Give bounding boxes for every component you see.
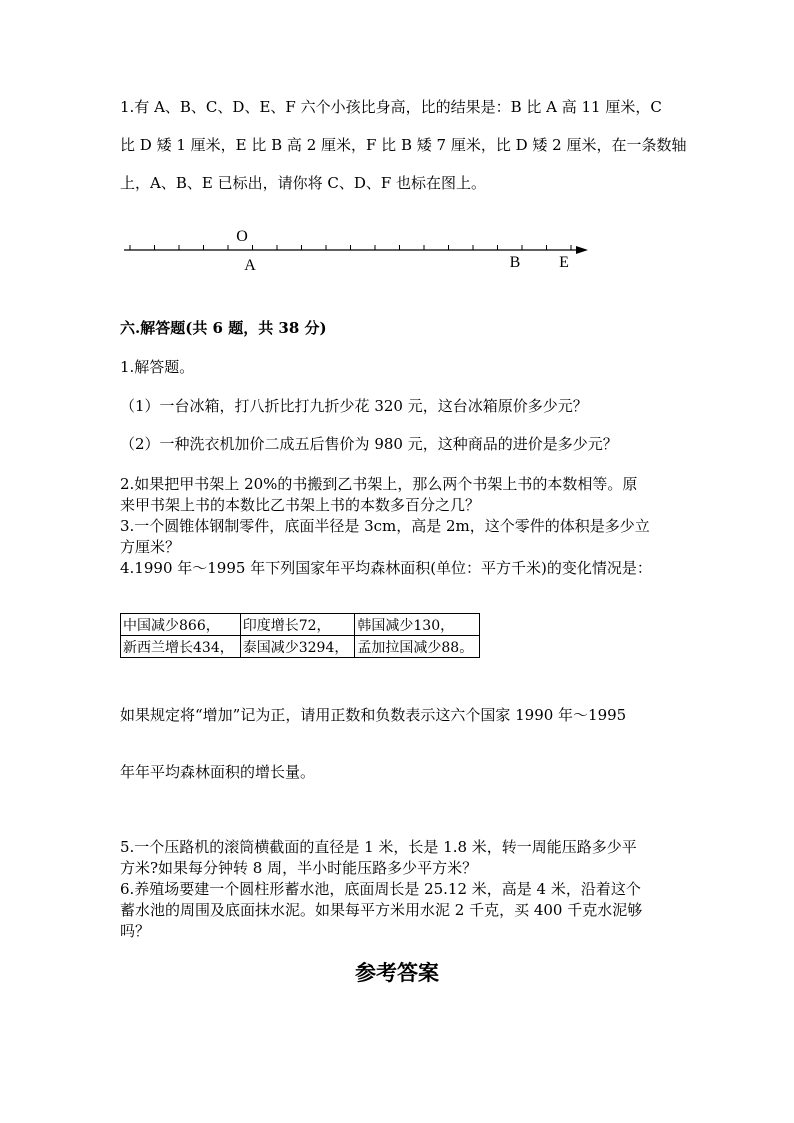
number-line-figure <box>118 222 598 274</box>
point-label-a: A <box>244 257 256 274</box>
question-text-line-3: 上，A、B、E 已标出，请你将 C、D、F 也标在图上。 <box>120 174 487 192</box>
q5-line2: 方米?如果每分钟转 8 周，半小时能压路多少平方米？ <box>120 859 478 877</box>
q6-line1: 6.养殖场要建一个圆柱形蓄水池，底面周长是 25.12 米，高是 4 米，沿着这个 <box>120 880 641 898</box>
table-cell: 孟加拉国减少88。 <box>355 636 480 658</box>
q5-line1: 5.一个压路机的滚筒横截面的直径是 1 米，长是 1.8 米，转一周能压路多少平 <box>120 838 637 856</box>
q2-line2: 来甲书架上书的本数比乙书架上书的本数多百分之几？ <box>120 496 481 514</box>
table-cell: 韩国减少130， <box>355 614 480 636</box>
number-line-ticks <box>130 245 571 250</box>
q4-line1: 4.1990 年～1995 年下列国家年平均森林面积(单位：平方千米)的变化情况是： <box>120 559 652 577</box>
table-row <box>121 614 480 636</box>
q6-line2: 蓄水池的周围及底面抹水泥。如果每平方米用水泥 2 千克，买 400 千克水泥够 <box>120 901 643 919</box>
q4-question-line2: 年年平均森林面积的增长量。 <box>120 763 316 781</box>
section-title: 六.解答题(共 6 题，共 38 分) <box>120 319 327 337</box>
point-label-b: B <box>509 254 521 271</box>
table-cell: 新西兰增长434， <box>121 636 241 658</box>
origin-label: O <box>236 228 248 245</box>
q1-sub2: （2）一种洗衣机加价二成五后售价为 980 元，这种商品的进价是多少元？ <box>120 435 618 453</box>
q1-sub1: （1）一台冰箱，打八折比打九折少花 320 元，这台冰箱原价多少元？ <box>120 397 588 415</box>
answer-title: 参考答案 <box>355 960 439 985</box>
table-cell: 中国减少866， <box>121 614 241 636</box>
q3-line1: 3.一个圆锥体钢制零件，底面半径是 3cm，高是 2m，这个零件的体积是多少立 <box>120 517 650 535</box>
q4-question-line1: 如果规定将“增加”记为正，请用正数和负数表示这六个国家 1990 年～1995 <box>120 706 627 724</box>
question-text-line-2: 比 D 矮 1 厘米，E 比 B 高 2 厘米，F 比 B 矮 7 厘米，比 D 矮 2 厘米，在一条数轴 <box>120 136 687 154</box>
table-cell: 泰国减少3294， <box>240 636 355 658</box>
q1-title: 1.解答题。 <box>120 358 195 376</box>
forest-area-table <box>120 613 480 658</box>
table-row <box>121 636 480 658</box>
number-line-arrowhead <box>576 246 588 254</box>
table-cell: 印度增长72， <box>240 614 355 636</box>
question-text-line-1: 1.有 A、B、C、D、E、F 六个小孩比身高，比的结果是：B 比 A 高 11 厘米，C <box>120 98 662 116</box>
q3-line2: 方厘米？ <box>120 538 181 556</box>
point-label-e: E <box>559 254 569 271</box>
q2-line1: 2.如果把甲书架上 20%的书搬到乙书架上，那么两个书架上书的本数相等。原 <box>120 475 638 493</box>
q6-line3: 吗？ <box>120 922 151 940</box>
